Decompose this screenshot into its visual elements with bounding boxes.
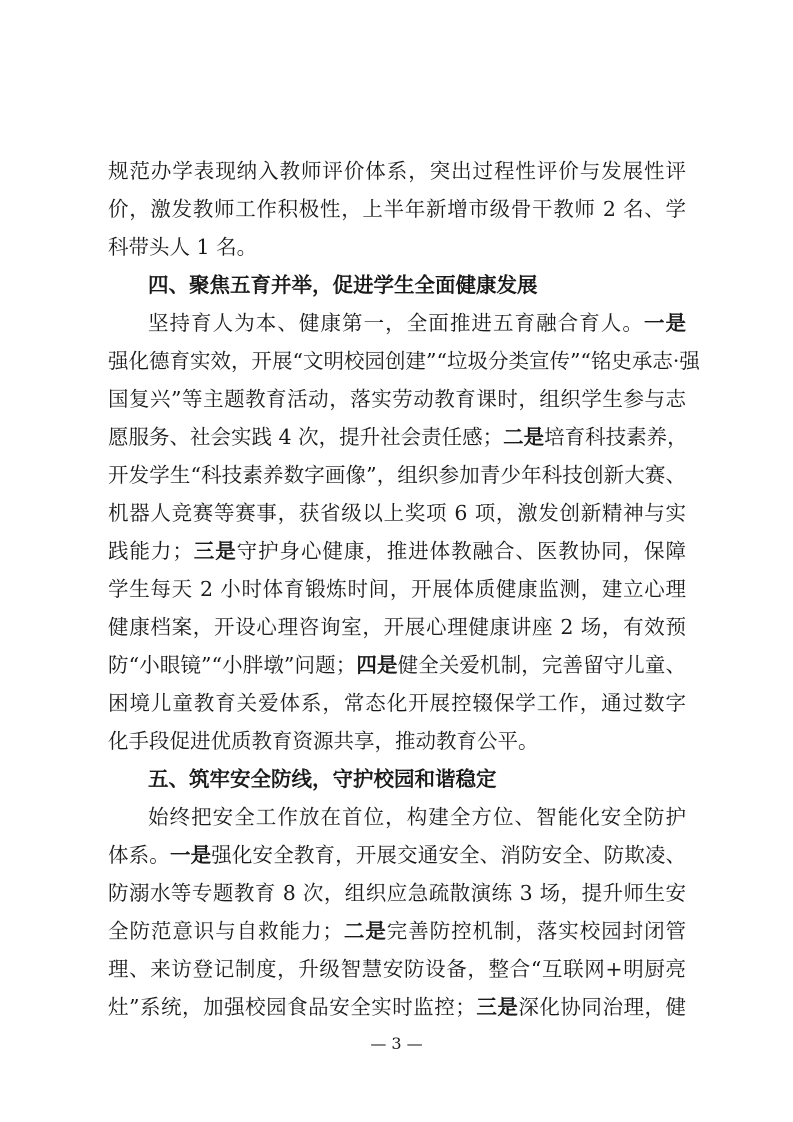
paragraph-line [108,532,686,570]
text-run: 守护身心健康，推进体教融合、医教协同，保障 [236,539,687,563]
page-number: — 3 — [370,1034,423,1053]
paragraph-line: 困境儿童教育关爱体系，常态化开展控辍保学工作，通过数字 [108,691,686,715]
section-heading: 四、聚焦五育并举，促进学生全面健康发展 [148,273,538,297]
paragraph-line: 学生每天 2 小时体育锻炼时间，开展体质健康监测，建立心理 [108,577,686,601]
paragraph-line [108,304,686,342]
keyword-label: 一是 [643,311,686,335]
text-run: 强化安全教育，开展交通安全、消防安全、防欺凌、 [211,843,687,867]
keyword-label: 一是 [169,843,212,867]
paragraph-line [108,912,686,950]
paragraph-line: 规范办学表现纳入教师评价体系，突出过程性评价与发展性评 [108,159,686,183]
paragraph-line: 科带头人 1 名。 [108,235,258,259]
text-run: 体系。 [108,843,170,867]
text-run: 健全关爱机制，完善留守儿童、 [397,653,687,677]
text-run: 防“小眼镜”“小胖墩”问题； [108,653,357,677]
paragraph-line: 健康档案，开设心理咨询室，开展心理健康讲座 2 场，有效预 [108,615,686,639]
keyword-label: 三是 [192,539,237,563]
text-run: 培育科技素养， [544,425,688,449]
text-run: 深化协同治理，健 [518,995,687,1019]
paragraph-line [108,646,686,684]
text-run: 坚持育人为本、健康第一，全面推进五育融合育人。 [148,311,644,335]
paragraph-line [108,418,686,456]
paragraph-line: 始终把安全工作放在首位，构建全方位、智能化安全防护 [148,805,686,829]
section-heading: 五、筑牢安全防线，守护校园和谐稳定 [148,767,497,791]
text-run: 全防范意识与自救能力； [108,919,343,943]
paragraph-line: 强化德育实效，开展“文明校园创建”“垃圾分类宣传”“铭史承志·强 [108,349,700,373]
paragraph-line: 国复兴”等主题教育活动，落实劳动教育课时，组织学生参与志 [108,387,686,411]
text-run: 愿服务、社会实践 4 次，提升社会责任感； [108,425,504,449]
paragraph-line: 开发学生“科技素养数字画像”，组织参加青少年科技创新大赛、 [108,463,686,487]
paragraph-line [108,836,686,874]
paragraph-line: 理、来访登记制度，升级智慧安防设备，整合“互联网+明厨亮 [108,957,686,981]
paragraph-line: 价，激发教师工作积极性，上半年新增市级骨干教师 2 名、学 [108,197,686,221]
text-run: 践能力； [108,539,193,563]
text-run: 完善防控机制，落实校园封闭管 [386,919,687,943]
paragraph-line: 防溺水等专题教育 8 次，组织应急疏散演练 3 场，提升师生安 [108,881,686,905]
keyword-label: 三是 [475,995,519,1019]
paragraph-line: 化手段促进优质教育资源共享，推动教育公平。 [108,729,539,753]
paragraph-line: 机器人竞赛等赛事，获省级以上奖项 6 项，激发创新精神与实 [108,501,686,525]
text-run: 灶”系统，加强校园食品安全实时监控； [108,995,476,1019]
paragraph-line [108,988,686,1026]
keyword-label: 二是 [342,919,387,943]
document-body [108,152,700,1026]
keyword-label: 二是 [503,425,545,449]
keyword-label: 四是 [356,653,398,677]
